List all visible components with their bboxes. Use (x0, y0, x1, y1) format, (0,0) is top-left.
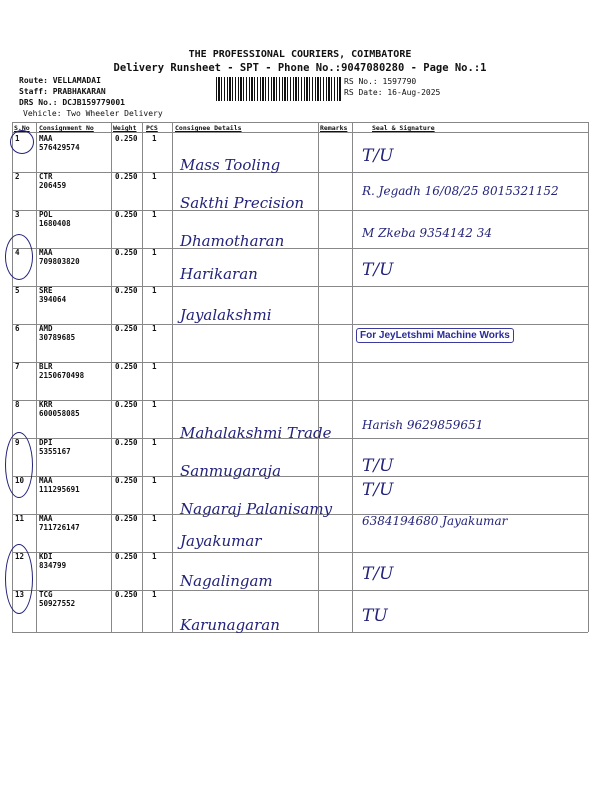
row-pcs: 1 (152, 172, 157, 181)
row-weight: 0.250 (115, 552, 138, 561)
row-weight: 0.250 (115, 134, 138, 143)
consignee-handwriting: Nagaraj Palanisamy (180, 500, 333, 518)
company-stamp: For JeyLetshmi Machine Works (356, 328, 514, 343)
signature-handwriting: R. Jegadh 16/08/25 8015321152 (362, 184, 559, 198)
rs-date: RS Date: 16-Aug-2025 (344, 88, 441, 97)
consignment-number: MAA 709803820 (39, 248, 80, 266)
row-sno: 12 (15, 552, 25, 561)
row-weight: 0.250 (115, 210, 138, 219)
col-header-consignment: Consignment No (39, 124, 94, 132)
row-weight: 0.250 (115, 438, 138, 447)
row-weight: 0.250 (115, 286, 138, 295)
row-pcs: 1 (152, 134, 157, 143)
row-sno: 6 (15, 324, 20, 333)
route-label: Route: VELLAMADAI (19, 76, 101, 85)
row-divider (12, 362, 588, 363)
signature-handwriting: T/U (362, 480, 394, 500)
consignment-number: DPI 5355167 (39, 438, 71, 456)
row-sno: 8 (15, 400, 20, 409)
row-divider (12, 286, 588, 287)
row-pcs: 1 (152, 362, 157, 371)
row-sno: 11 (15, 514, 25, 523)
row-pcs: 1 (152, 210, 157, 219)
row-weight: 0.250 (115, 248, 138, 257)
consignee-handwriting: Dhamotharan (180, 232, 285, 250)
row-pcs: 1 (152, 552, 157, 561)
row-divider (12, 590, 588, 591)
consignment-number: BLR 2150670498 (39, 362, 85, 380)
row-pcs: 1 (152, 476, 157, 485)
consignee-handwriting: Jayakumar (180, 532, 262, 550)
rs-number: RS No.: 1597790 (344, 77, 417, 86)
row-weight: 0.250 (115, 476, 138, 485)
row-pcs: 1 (152, 590, 157, 599)
signature-handwriting: 6384194680 Jayakumar (362, 514, 508, 528)
signature-handwriting: T/U (362, 146, 394, 166)
col-header-seal: Seal & Signature (372, 124, 435, 132)
row-divider (12, 552, 588, 553)
staff-label: Staff: PRABHAKARAN (19, 87, 106, 96)
row-sno: 2 (15, 172, 20, 181)
row-weight: 0.250 (115, 172, 138, 181)
row-sno: 1 (15, 134, 20, 143)
row-pcs: 1 (152, 324, 157, 333)
circle-mark-12 (5, 544, 33, 614)
col-header-weight: Weight (113, 124, 137, 132)
consignment-number: POL 1680408 (39, 210, 71, 228)
vehicle-label: Vehicle: Two Wheeler Delivery (23, 109, 163, 118)
row-divider (12, 324, 588, 325)
circle-mark-1 (10, 130, 34, 154)
col-header-pcs: PCS (146, 124, 158, 132)
consignment-number: KRR 600058085 (39, 400, 80, 418)
consignee-handwriting: Mass Tooling (180, 156, 281, 174)
row-weight: 0.250 (115, 400, 138, 409)
consignee-handwriting: Nagalingam (180, 572, 273, 590)
signature-handwriting: M Zkeba 9354142 34 (362, 226, 492, 240)
row-sno: 4 (15, 248, 20, 257)
consignment-number: MAA 576429574 (39, 134, 80, 152)
row-divider (12, 400, 588, 401)
col-header-sno: S.No (14, 124, 30, 132)
consignee-handwriting: Mahalakshmi Trade (180, 424, 332, 442)
col-header-consignee: Consignee Details (175, 124, 242, 132)
drs-label: DRS No.: DCJB159779001 (19, 98, 125, 107)
row-divider (12, 476, 588, 477)
consignment-number: SRE 394064 (39, 286, 67, 304)
consignee-handwriting: Sakthi Precision (180, 194, 305, 212)
signature-handwriting: T/U (362, 456, 394, 476)
runsheet-subtitle: Delivery Runsheet - SPT - Phone No.:9047080280 - Page No.:1 (113, 62, 487, 74)
row-pcs: 1 (152, 286, 157, 295)
signature-handwriting: T/U (362, 260, 394, 280)
row-sno: 7 (15, 362, 20, 371)
consignment-number: MAA 111295691 (39, 476, 80, 494)
row-sno: 5 (15, 286, 20, 295)
consignment-number: CTR 206459 (39, 172, 67, 190)
consignee-handwriting: Sanmugaraja (180, 462, 282, 480)
circle-mark-9 (5, 432, 33, 498)
circle-mark-4 (5, 234, 33, 280)
signature-handwriting: TU (362, 606, 388, 626)
consignment-number: KDI 834799 (39, 552, 67, 570)
consignee-handwriting: Harikaran (180, 265, 258, 283)
col-header-remarks: Remarks (320, 124, 348, 132)
row-weight: 0.250 (115, 324, 138, 333)
row-divider (12, 248, 588, 249)
company-title: THE PROFESSIONAL COURIERS, COIMBATORE (188, 49, 412, 60)
consignee-handwriting: Karunagaran (180, 616, 280, 634)
row-weight: 0.250 (115, 590, 138, 599)
signature-handwriting: T/U (362, 564, 394, 584)
row-divider (12, 172, 588, 173)
row-sno: 10 (15, 476, 25, 485)
row-weight: 0.250 (115, 514, 138, 523)
consignment-number: AMD 30789685 (39, 324, 76, 342)
row-weight: 0.250 (115, 362, 138, 371)
barcode (216, 77, 342, 101)
consignment-number: MAA 711726147 (39, 514, 80, 532)
row-sno: 9 (15, 438, 20, 447)
consignee-handwriting: Jayalakshmi (180, 306, 272, 324)
row-pcs: 1 (152, 438, 157, 447)
row-sno: 13 (15, 590, 25, 599)
row-pcs: 1 (152, 400, 157, 409)
row-sno: 3 (15, 210, 20, 219)
row-pcs: 1 (152, 248, 157, 257)
consignment-number: TCG 50927552 (39, 590, 76, 608)
row-pcs: 1 (152, 514, 157, 523)
signature-handwriting: Harish 9629859651 (362, 418, 484, 432)
